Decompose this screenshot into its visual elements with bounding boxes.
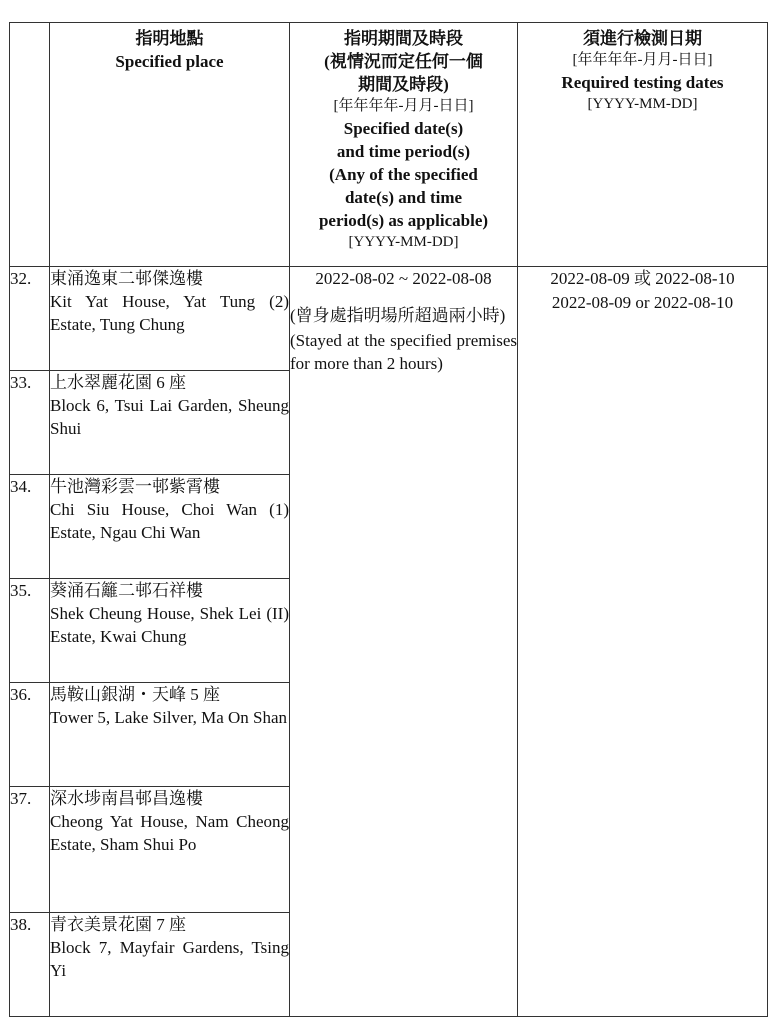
place-cell [50,683,290,787]
header-period-zh-2: (視情況而定任何一個 [324,52,483,71]
header-period-en-3: (Any of the specified [329,165,478,184]
place-cell [50,913,290,1017]
place-name-zh: 東涌逸東二邨傑逸樓 [50,269,203,288]
place-cell [50,787,290,913]
header-period-cell [290,23,518,267]
place-name-en: Block 6, Tsui Lai Garden, Sheung Shui [50,396,289,438]
header-period-format-en: [YYYY-MM-DD] [348,234,459,250]
place-name-en: Kit Yat House, Yat Tung (2) Estate, Tung Chung [50,292,289,334]
place-cell [50,371,290,475]
stay-note-zh: (曾身處指明場所超過兩小時) [290,306,506,325]
header-testing-format-zh: [年年年年-月月-日日] [572,52,713,68]
place-name-zh: 牛池灣彩雲一邨紫霄樓 [50,477,220,496]
header-place-zh: 指明地點 [135,29,204,48]
header-place-cell [50,23,290,267]
place-name-zh: 上水翠麗花園 6 座 [50,373,186,392]
place-cell [50,475,290,579]
row-number: 32. [10,267,50,371]
specified-dates: 2022-08-02 ~ 2022-08-08 [315,269,492,288]
place-cell [50,579,290,683]
header-period-format-zh: [年年年年-月月-日日] [333,98,474,114]
stay-note-en: (Stayed at the specified premises for more than 2 hours) [290,331,517,373]
place-name-en: Cheong Yat House, Nam Cheong Estate, Sham Shui Po [50,812,289,854]
header-period-en-5: period(s) as applicable) [318,211,489,230]
header-testing-zh: 須進行檢測日期 [583,29,702,48]
place-name-zh: 深水埗南昌邨昌逸樓 [50,789,203,808]
place-name-zh: 馬鞍山銀湖・天峰 5 座 [50,685,220,704]
row-number: 38. [10,913,50,1017]
header-testing-en: Required testing dates [561,73,724,92]
header-period-en-4: date(s) and time [344,188,463,207]
place-name-en: Block 7, Mayfair Gardens, Tsing Yi [50,938,289,980]
specified-places-table [9,22,768,1017]
row-number: 33. [10,371,50,475]
header-period-zh-1: 指明期間及時段 [344,29,463,48]
row-number: 35. [10,579,50,683]
table-row [10,267,768,371]
testing-dates-zh: 2022-08-09 或 2022-08-10 [550,269,735,288]
place-name-en: Tower 5, Lake Silver, Ma On Shan [50,708,288,727]
header-row [10,23,768,267]
row-number: 36. [10,683,50,787]
row-number: 34. [10,475,50,579]
header-testing-cell [518,23,768,267]
specified-period-cell [290,267,518,1017]
place-name-en: Shek Cheung House, Shek Lei (II) Estate, Kwai Chung [50,604,289,646]
row-number: 37. [10,787,50,913]
place-name-zh: 葵涌石籬二邨石祥樓 [50,581,203,600]
place-name-zh: 青衣美景花園 7 座 [50,915,186,934]
header-place-en: Specified place [115,52,224,71]
header-number-cell [10,23,50,267]
header-period-en-2: and time period(s) [336,142,471,161]
place-cell [50,267,290,371]
header-period-zh-3: 期間及時段) [358,75,449,94]
header-period-en-1: Specified date(s) [343,119,464,138]
testing-dates-en: 2022-08-09 or 2022-08-10 [551,293,734,312]
testing-dates-cell [518,267,768,1017]
place-name-en: Chi Siu House, Choi Wan (1) Estate, Ngau Chi Wan [50,500,289,542]
header-testing-format-en: [YYYY-MM-DD] [587,96,698,112]
